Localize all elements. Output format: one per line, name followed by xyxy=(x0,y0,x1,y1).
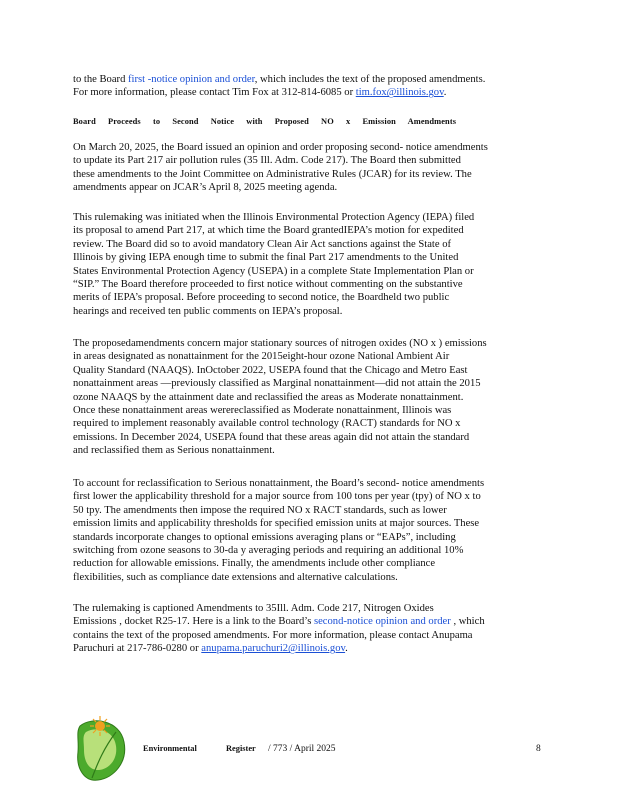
intro-suffix: , which includes the text of the proposed amendments. xyxy=(254,74,486,85)
text-line: Once these nonattainment areas werereclassified as Moderate nonattainment, Illinois was xyxy=(73,405,452,417)
tim-fox-email-link[interactable]: tim.fox@illinois.gov xyxy=(355,87,444,99)
text-line: contains the text of the proposed amendments. For more information, please contact Anupama xyxy=(73,629,473,641)
text-line: amendments appear on JCAR’s April 8, 2025 meeting agenda. xyxy=(73,182,338,194)
section-heading: Board Proceeds to Second Notice with Proposed NO x Emission Amendments xyxy=(73,117,457,126)
text-line: To account for reclassification to Serious nonattainment, the Board’s second- notice amendments xyxy=(73,478,485,489)
footer-issue: / 773 / April 2025 xyxy=(268,744,336,754)
second-notice-link[interactable]: second-notice opinion and order xyxy=(313,616,451,628)
paruchuri-email-link[interactable]: anupama.paruchuri2@illinois.gov xyxy=(201,643,346,655)
text-line: On March 20, 2025, the Board issued an opinion and order proposing second- notice amendments xyxy=(73,142,488,153)
text-line: hearings and received ten public comments on IEPA’s proposal. xyxy=(73,305,343,317)
text-line: merits of IEPA’s proposal. Before proceeding to second notice, the Boardheld two public xyxy=(73,292,450,304)
paragraph-rulemaking-history xyxy=(73,211,534,318)
paragraph-captioned-docket xyxy=(73,602,534,656)
intro-prefix: to the Board xyxy=(73,74,126,85)
text-line: The rulemaking is captioned Amendments to 35Ill. Adm. Code 217, Nitrogen Oxides xyxy=(73,603,434,614)
text-line: States Environmental Protection Agency (USEPA) in a complete State Implementation Plan or xyxy=(73,265,474,277)
text-line: 50 tpy. The amendments then impose the required NO x RACT standards, such as lower xyxy=(73,504,447,516)
text-line: in areas designated as nonattainment for the 2015eight-hour ozone National Ambient Air xyxy=(73,351,450,363)
docket-text: Emissions , docket R25-17. Here is a link to the Board’s xyxy=(73,616,312,628)
text-line: these amendments to the Joint Committee on Administrative Rules (JCAR) for its review. The xyxy=(73,168,472,180)
text-line: reduction for allowable emissions. Finally, the amendments include other compliance xyxy=(73,558,436,570)
text-line: nonattainment areas —previously classified as Marginal nonattainment—did not attain the 2015 xyxy=(73,378,481,390)
text-line: emissions. In December 2024, USEPA found that these areas again did not attain the standard xyxy=(73,431,470,443)
text-line: required to implement reasonably available control technology (RACT) standards for NO x xyxy=(73,418,461,430)
text-line: and reclassified them as Serious nonattainment. xyxy=(73,445,275,457)
text-line: This rulemaking was initiated when the Illinois Environmental Protection Agency (IEPA) filed xyxy=(73,212,475,223)
intro-contact-text: For more information, please contact Tim Fox at 312-814-6085 or xyxy=(73,87,354,99)
text-line: ozone NAAQS by the attainment date and reclassified the areas as Moderate nonattainment. xyxy=(73,391,464,403)
text-line: standards incorporate changes to optional emissions averaging plans or “EAPs”, including xyxy=(73,531,456,543)
page-number: 8 xyxy=(536,744,541,754)
text-line: Quality Standard (NAAQS). InOctober 2022, USEPA found that the Chicago and Metro East xyxy=(73,364,468,376)
intro-paragraph xyxy=(73,73,534,100)
paruchuri-contact-text: Paruchuri at 217-786-0280 or xyxy=(73,643,199,655)
text-line: to update its Part 217 air pollution rules (35 Ill. Adm. Code 217). The Board then submitted xyxy=(73,155,461,167)
text-line: review. The Board did so to avoid mandatory Clean Air Act sanctions against the State of xyxy=(73,238,452,250)
text-line: “SIP.” The Board therefore proceeded to first notice without commenting on the substantive xyxy=(73,279,463,291)
text-line: switching from ozone seasons to 30-da y averaging periods and requiring an additional 10% xyxy=(73,545,464,557)
text-line: flexibilities, such as compliance date extensions and alternative calculations. xyxy=(73,571,398,583)
intro-contact-suffix: . xyxy=(443,87,447,99)
text-line: its proposal to amend Part 217, at which time the Board grantedIEPA’s motion for expedited xyxy=(73,225,464,237)
paragraph-serious-reclassification xyxy=(73,477,534,584)
paragraph-second-notice xyxy=(73,141,534,195)
text-line: emission limits and applicability thresholds for specified emission units at major sources. These xyxy=(73,518,480,530)
leaf-logo-icon xyxy=(72,712,132,784)
paruchuri-contact-suffix: . xyxy=(345,643,348,655)
text-line: first lower the applicability threshold for a major source from 100 tons per year (tpy) of NO x to xyxy=(73,491,481,503)
docket-suffix: , which xyxy=(453,616,485,628)
footer-title-environmental: Environmental xyxy=(143,744,197,753)
first-notice-link[interactable]: first -notice opinion and order xyxy=(128,74,255,85)
paragraph-nonattainment xyxy=(73,337,534,458)
footer-title-register: Register xyxy=(226,744,256,753)
text-line: Illinois by giving IEPA enough time to submit the final Part 217 amendments to the United xyxy=(73,252,459,264)
text-line: The proposedamendments concern major stationary sources of nitrogen oxides (NO x ) emissions xyxy=(73,338,487,349)
